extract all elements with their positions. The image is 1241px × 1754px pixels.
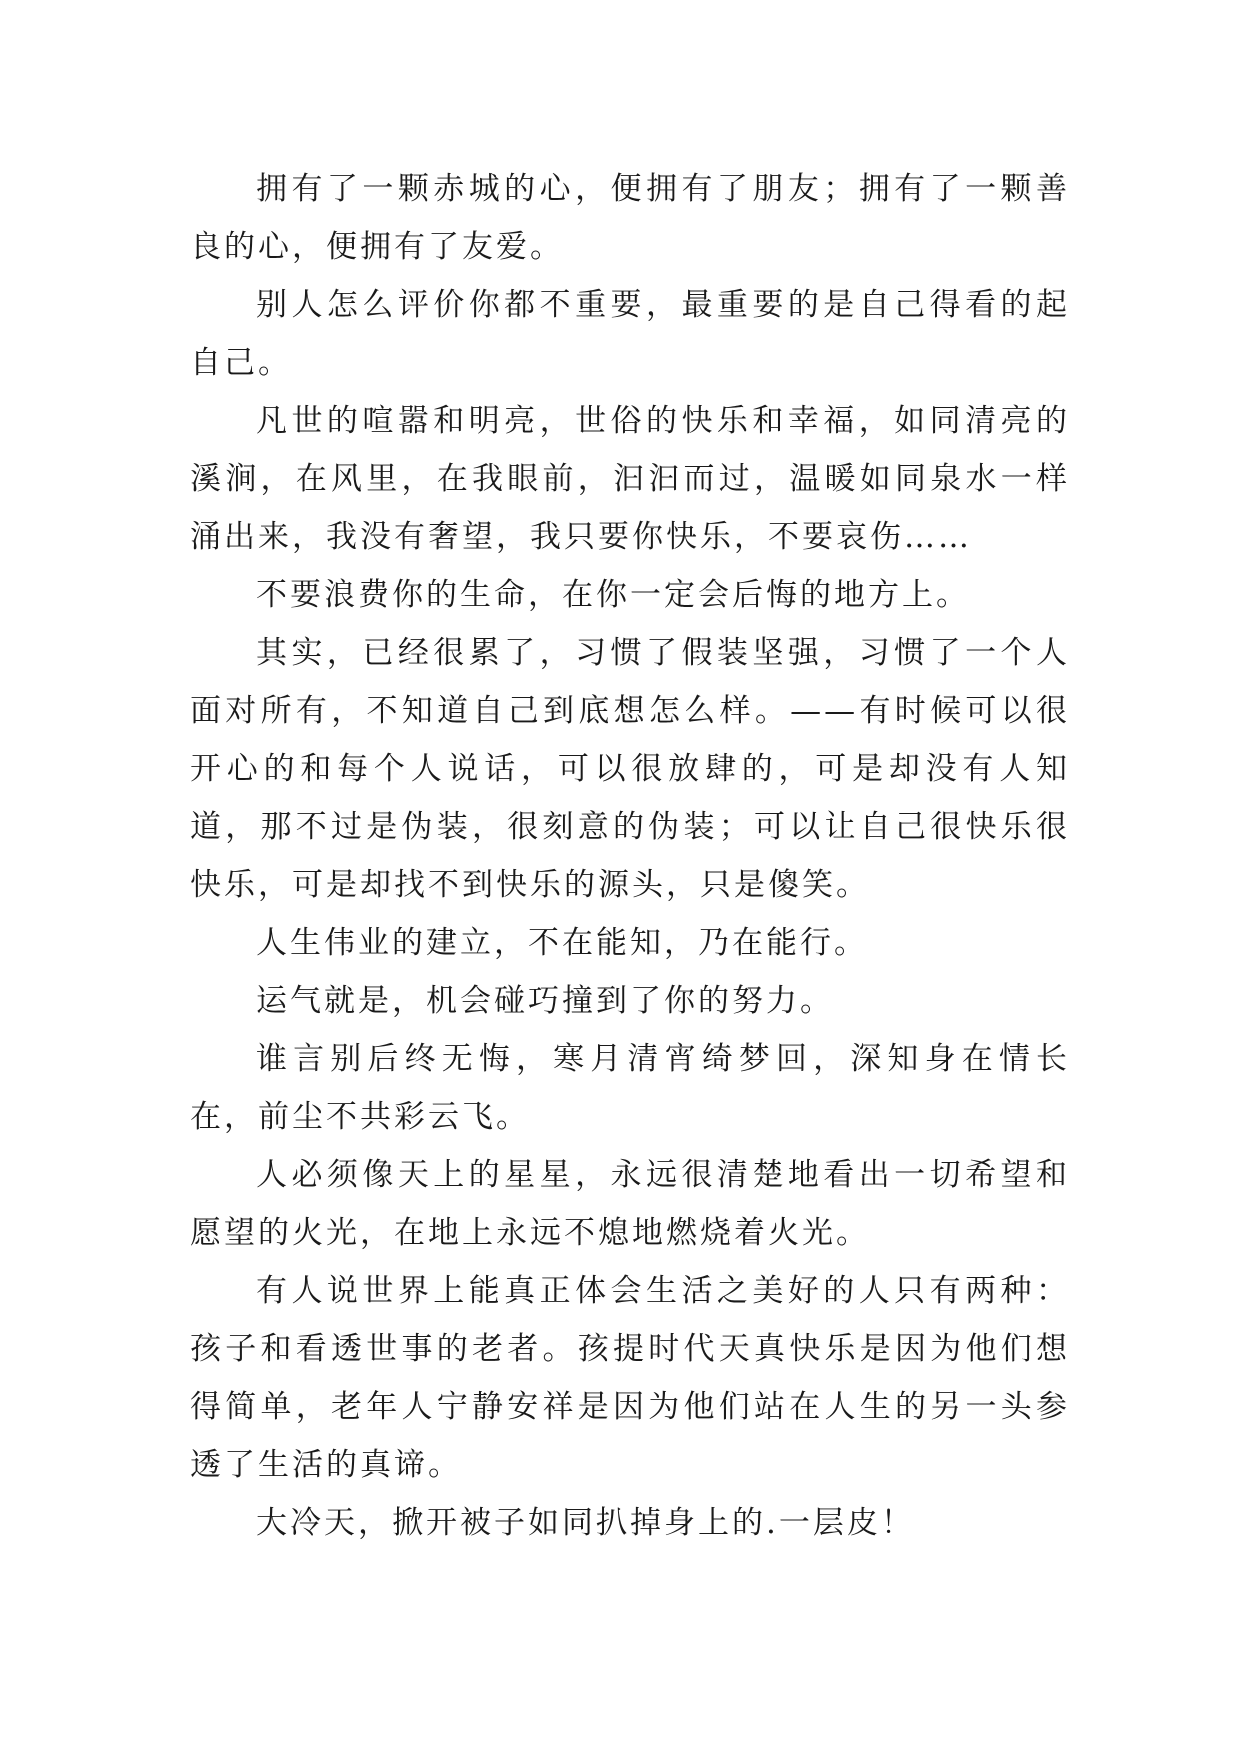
paragraph: 有人说世界上能真正体会生活之美好的人只有两种：孩子和看透世事的老者。孩提时代天真快乐是因为他们想得简单，老年人宁静安祥是因为他们站在人生的另一头参透了生活的真谛。 — [190, 1273, 1070, 1483]
paragraph: 人生伟业的建立，不在能知，乃在能行。 — [256, 925, 868, 961]
paragraph: 谁言别后终无悔，寒月清宵绮梦回，深知身在情长在，前尘不共彩云飞。 — [190, 1041, 1070, 1135]
paragraph: 运气就是，机会碰巧撞到了你的努力。 — [256, 983, 834, 1019]
paragraph: 大冷天，掀开被子如同扒掉身上的.一层皮！ — [256, 1505, 915, 1541]
paragraph: 人必须像天上的星星，永远很清楚地看出一切希望和愿望的火光，在地上永远不熄地燃烧着火光。 — [190, 1157, 1070, 1251]
paragraph: 拥有了一颗赤城的心，便拥有了朋友；拥有了一颗善良的心，便拥有了友爱。 — [190, 171, 1070, 265]
paragraph: 不要浪费你的生命，在你一定会后悔的地方上。 — [256, 577, 970, 613]
paragraph: 别人怎么评价你都不重要，最重要的是自己得看的起自己。 — [190, 287, 1070, 381]
paragraph: 凡世的喧嚣和明亮，世俗的快乐和幸福，如同清亮的溪涧，在风里，在我眼前，汩汩而过，温暖如同泉水一样涌出来，我没有奢望，我只要你快乐，不要哀伤…… — [190, 403, 1070, 555]
paragraph: 其实，已经很累了，习惯了假装坚强，习惯了一个人面对所有，不知道自己到底想怎么样。——有时候可以很开心的和每个人说话，可以很放肆的，可是却没有人知道，那不过是伪装，很刻意的伪装；可以让自己很快乐很快乐，可是却找不到快乐的源头，只是傻笑。 — [190, 635, 1070, 903]
document-body — [190, 160, 1070, 1552]
